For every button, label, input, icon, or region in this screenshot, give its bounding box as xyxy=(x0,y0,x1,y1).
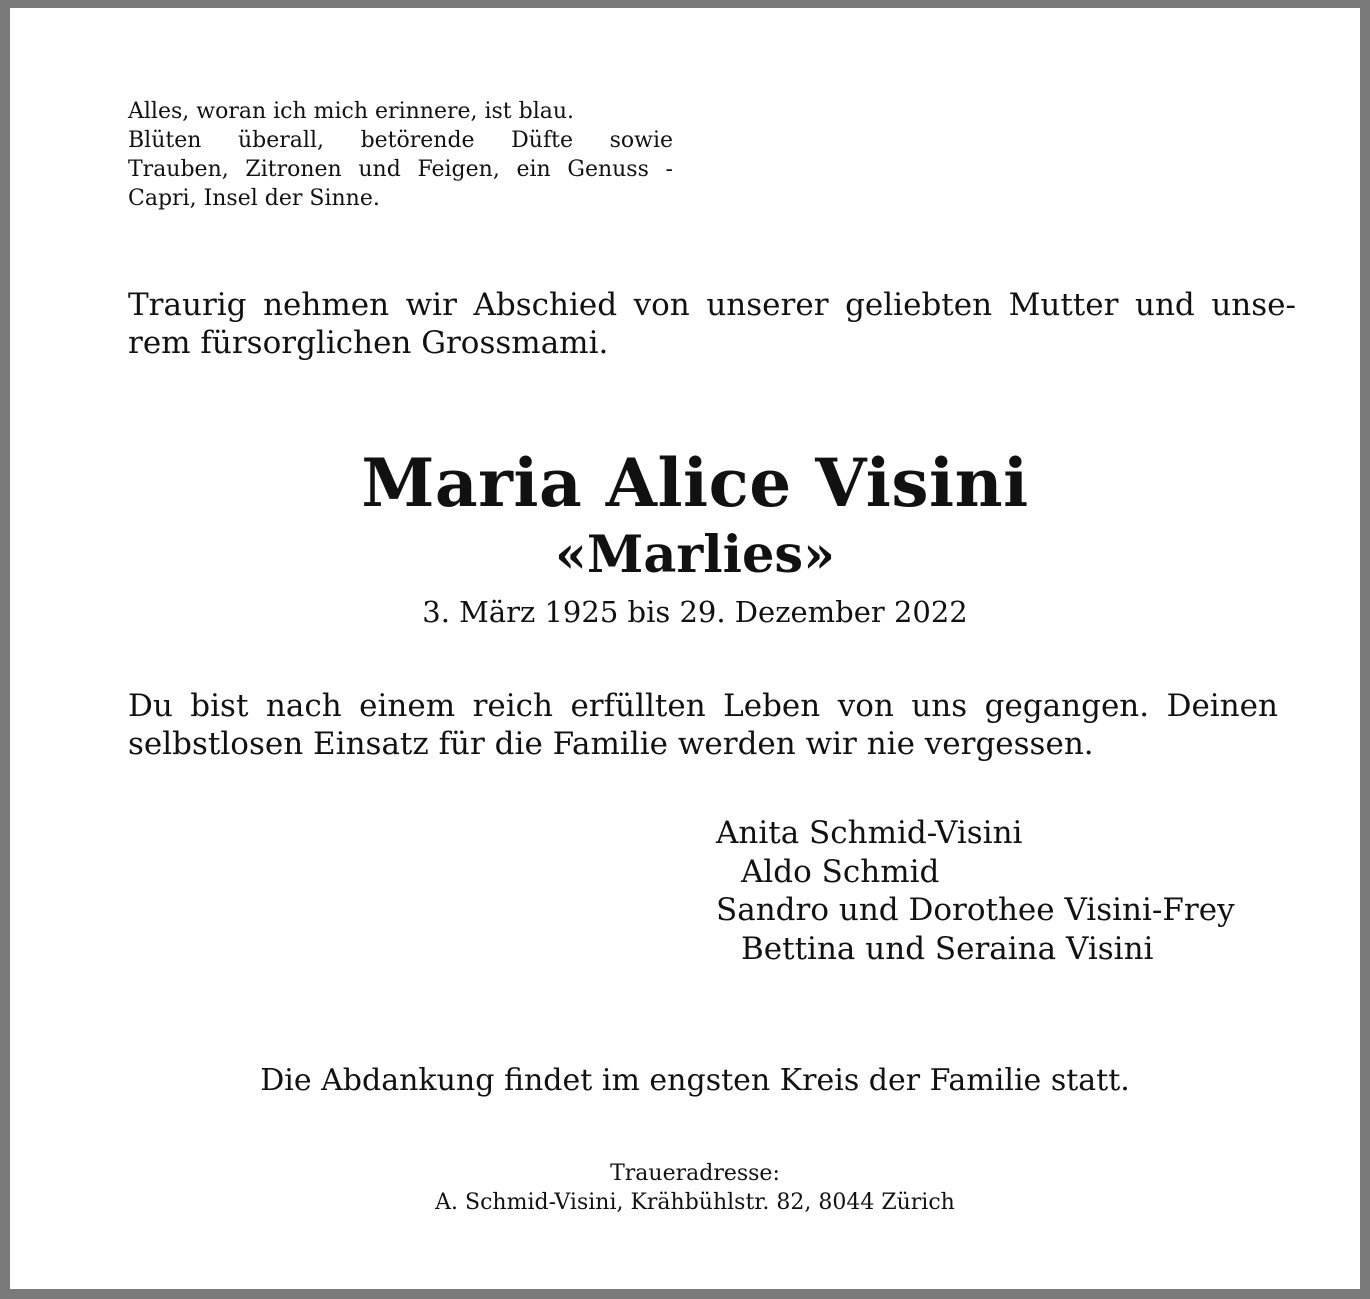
address-value: A. Schmid-Visini, Krähbühlstr. 82, 8044 Zürich xyxy=(435,1190,955,1215)
mourner-name: Sandro und Dorothee Visini-Frey xyxy=(716,892,1235,928)
mourning-address xyxy=(10,1159,1370,1217)
poem xyxy=(128,97,673,213)
intro-text xyxy=(128,286,1296,362)
life-dates: 3. März 1925 bis 29. Dezember 2022 xyxy=(422,595,968,629)
ceremony-note: Die Abdankung findet im engsten Kreis der Familie statt. xyxy=(260,1063,1130,1098)
tribute-line: selbstlosen Einsatz für die Familie werden wir nie vergessen. xyxy=(128,726,1094,762)
address-label: Traueradresse: xyxy=(610,1161,780,1186)
poem-line: Blüten überall, betörende Düfte sowie xyxy=(128,128,673,153)
deceased-nickname: «Marlies» xyxy=(554,525,836,585)
mourner-name: Aldo Schmid xyxy=(741,853,940,890)
poem-line: Trauben, Zitronen und Feigen, ein Genuss - xyxy=(128,157,673,182)
mourner-name: Bettina und Seraina Visini xyxy=(741,930,1154,967)
poem-line: Capri, Insel der Sinne. xyxy=(128,186,380,211)
mourners-list xyxy=(716,814,1235,968)
tribute-text xyxy=(128,687,1278,763)
mourner-name: Anita Schmid-Visini xyxy=(716,815,1023,851)
tribute-line: Du bist nach einem reich erfüllten Leben von uns gegangen. Deinen xyxy=(128,688,1278,724)
intro-line: Traurig nehmen wir Abschied von unserer geliebten Mutter und unse- xyxy=(128,287,1296,323)
poem-line: Alles, woran ich mich erinnere, ist blau. xyxy=(128,99,575,124)
deceased-name: Maria Alice Visini xyxy=(361,444,1029,522)
intro-line: rem fürsorglichen Grossmami. xyxy=(128,325,609,361)
